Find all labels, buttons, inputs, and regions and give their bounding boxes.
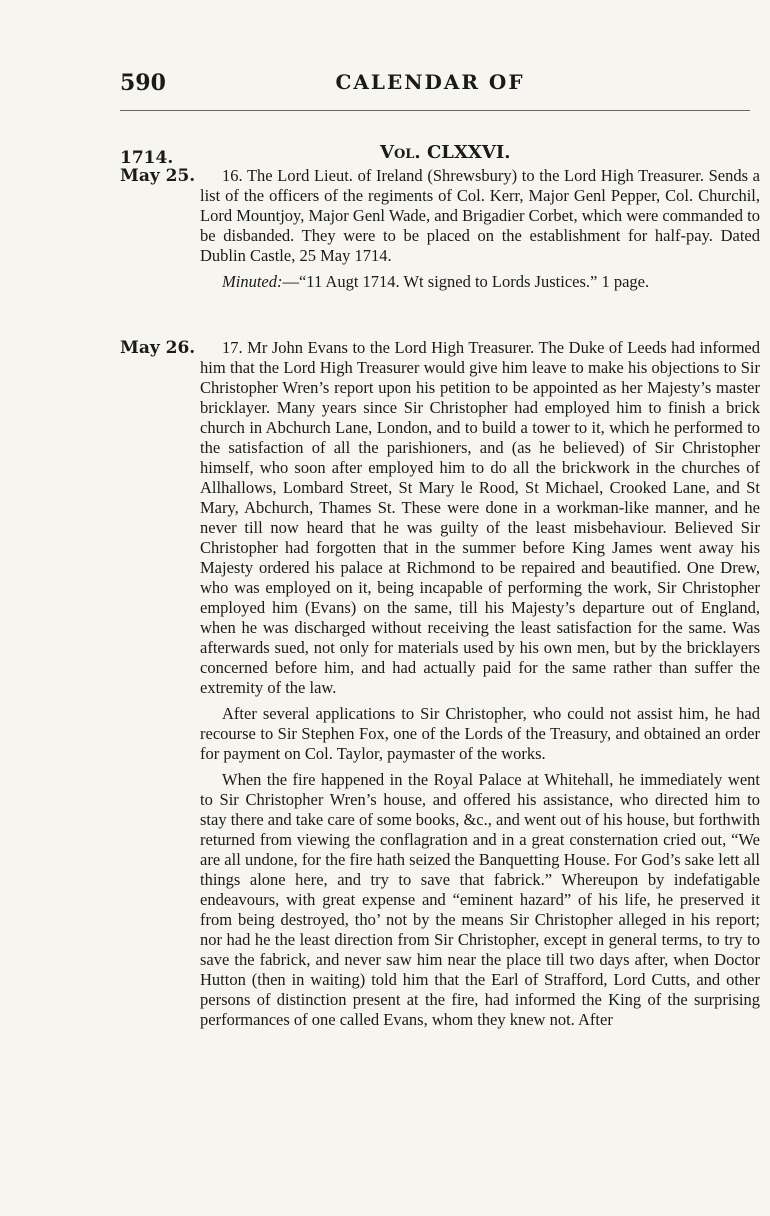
entry-17-paragraph-2: After several applications to Sir Christopher, who could not assist him, he had recourse to Sir Stephen Fox, one of the Lords of the Treasury, and obtained an order for payment on Col. Taylor, paymaster of the works. (200, 704, 760, 763)
page-number: 590 (120, 70, 166, 96)
entry-16 (200, 166, 760, 292)
minute-text: —“11 Augt 1714. Wt signed to Lords Justices.” 1 page. (282, 272, 650, 291)
entry-17 (200, 338, 760, 1030)
entry-17-paragraph-1: 17. Mr John Evans to the Lord High Treasurer. The Duke of Leeds had informed him that the Lord High Treasurer would give him leave to make his objections to Sir Christopher Wren’s report upon his petition to be appointed as her Majesty’s master bricklayer. Many years since Sir Christopher had employed him to finish a brick church in Abchurch Lane, London, and to build a tower to it, which he performed to the satisfaction of all the parishioners, and (as he believed) of Sir Christopher himself, who soon after employed him to do all the brickwork in the churches of Allhallows, Lombard Street, St Mary le Rood, St Michael, Crooked Lane, and St Mary, Abchurch, Thames St. These were done in a workman-like manner, and he never till now heard that he was guilty of the least misbehaviour. Believed Sir Christopher had forgotten that in the summer before King James went away his Majesty ordered his palace at Richmond to be repaired and beautified. One Drew, who was employed on it, being incapable of performing the work, Sir Christopher employed him (Evans) on the same, till his Majesty’s departure out of England, when he was discharged without receiving the least satisfaction for the same. Was afterwards sued, not only for materials used by his own men, but by the bricklayers concerned before him, and had actually paid for the same rather than suffer the extremity of the law. (200, 338, 760, 697)
margin-year: 1714. (120, 148, 174, 168)
running-title: CALENDAR OF (335, 70, 525, 94)
margin-date-may-26: May 26. (120, 338, 196, 358)
header-rule (120, 110, 750, 111)
entry-17-paragraph-3: When the fire happened in the Royal Palace at Whitehall, he immediately went to Sir Christopher Wren’s house, and offered his assistance, who directed him to stay there and take care of some books, &c., and went out of his house, but forthwith returned from viewing the conflagration and in a great consternation cried out, “We are all undone, for the fire hath seized the Banquetting House. For God’s sake lett all things alone here, and try to save that fabrick.” Whereupon by indefatigable endeavours, with great expense and “eminent hazard” of his life, he preserved it from being destroyed, tho’ not by the means Sir Christopher alleged in his report; nor had he the least direction from Sir Christopher, except in general terms, to try to save the fabrick, and never saw him near the place till two days after, when Doctor Hutton (then in waiting) told him that the Earl of Strafford, Lord Cutts, and other persons of distinction present at the fire, had informed the King of the surprising performances of one called Evans, whom they knew not. After (200, 770, 760, 1029)
entry-16-minute (200, 272, 760, 292)
volume-heading: Vol. CLXXVI. (380, 142, 511, 163)
page-header (120, 70, 740, 110)
margin-date-may-25: May 25. (120, 166, 196, 186)
entry-16-text: 16. The Lord Lieut. of Ireland (Shrewsbury) to the Lord High Treasurer. Sends a list of the officers of the regiments of Col. Kerr, Major Genl Pepper, Col. Churchil, Lord Mountjoy, Major Genl Wade, and Brigadier Corbet, which were commanded to be disbanded. They were to be placed on the establishment for half-pay. Dated Dublin Castle, 25 May 1714. (200, 166, 760, 265)
minute-label: Minuted: (222, 272, 283, 291)
